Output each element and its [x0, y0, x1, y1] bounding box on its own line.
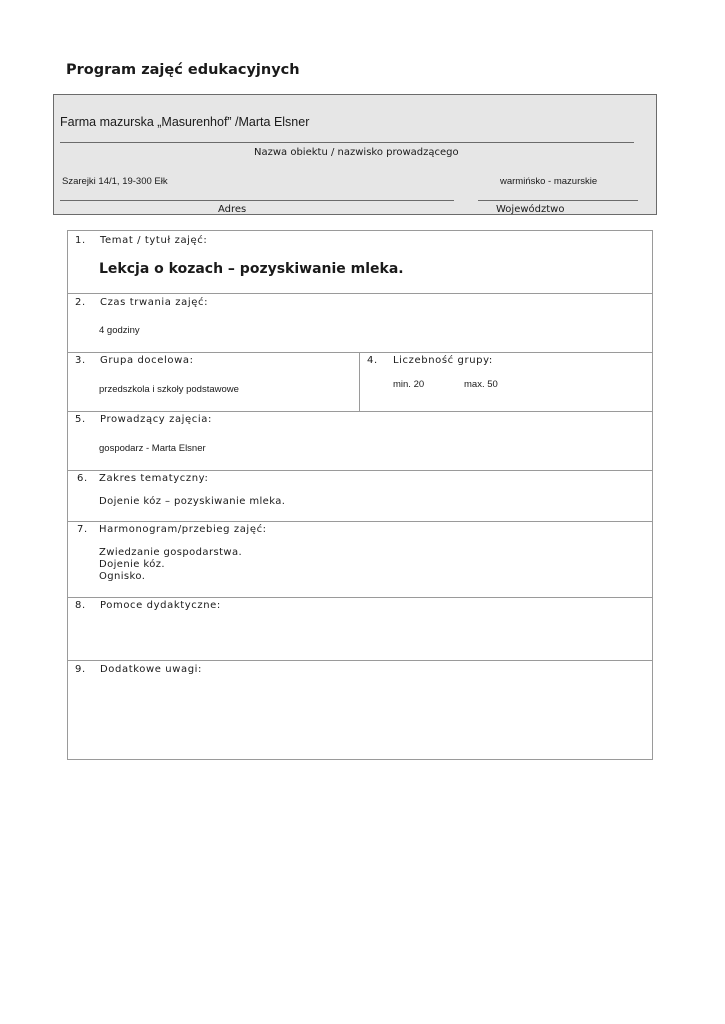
row-number: 2. [75, 297, 86, 308]
address-value: Szarejki 14/1, 19-300 Ełk [62, 176, 168, 187]
row-notes [68, 661, 652, 759]
row-group [68, 353, 652, 412]
scope-value: Dojenie kóz – pozyskiwanie mleka. [99, 496, 286, 507]
row-number: 4. [367, 355, 378, 366]
row-label: Harmonogram/przebieg zajęć: [99, 524, 267, 535]
row-label: Prowadzący zajęcia: [100, 414, 212, 425]
row-schedule [68, 522, 652, 598]
schedule-line: Ognisko. [99, 571, 146, 582]
row-label: Temat / tytuł zajęć: [100, 235, 208, 246]
row-teaching-aids [68, 598, 652, 661]
row-label: Czas trwania zajęć: [100, 297, 209, 308]
facility-underline [60, 142, 634, 143]
group-min-value: min. 20 [393, 379, 425, 390]
row-topic [68, 231, 652, 294]
address-underline [60, 200, 454, 201]
row-label: Liczebność grupy: [393, 355, 493, 366]
row-label: Dodatkowe uwagi: [100, 664, 203, 675]
schedule-line: Zwiedzanie gospodarstwa. [99, 547, 243, 558]
facility-name: Farma mazurska „Masurenhof” /Marta Elsner [60, 115, 310, 129]
region-underline [478, 200, 638, 201]
region-caption: Województwo [496, 204, 565, 215]
row-number: 5. [75, 414, 86, 425]
row-instructor [68, 412, 652, 471]
header-box [53, 94, 657, 215]
row-number: 6. [77, 473, 88, 484]
duration-value: 4 godziny [99, 325, 140, 336]
row-number: 9. [75, 664, 86, 675]
program-form [67, 230, 653, 760]
facility-caption: Nazwa obiektu / nazwisko prowadzącego [254, 147, 459, 158]
row-duration [68, 294, 652, 353]
document-title: Program zajęć edukacyjnych [66, 62, 300, 78]
instructor-value: gospodarz - Marta Elsner [99, 443, 206, 454]
schedule-line: Dojenie kóz. [99, 559, 165, 570]
row-label: Pomoce dydaktyczne: [100, 600, 221, 611]
row-number: 3. [75, 355, 86, 366]
target-group-value: przedszkola i szkoły podstawowe [99, 384, 239, 395]
row-number: 1. [75, 235, 86, 246]
row-label: Grupa docelowa: [100, 355, 194, 366]
region-value: warmińsko - mazurskie [500, 176, 598, 187]
address-caption: Adres [218, 204, 247, 215]
group-max-value: max. 50 [464, 379, 498, 390]
row-scope [68, 471, 652, 522]
column-divider [359, 353, 360, 411]
topic-value: Lekcja o kozach – pozyskiwanie mleka. [99, 261, 404, 277]
row-number: 8. [75, 600, 86, 611]
row-label: Zakres tematyczny: [99, 473, 209, 484]
row-number: 7. [77, 524, 88, 535]
